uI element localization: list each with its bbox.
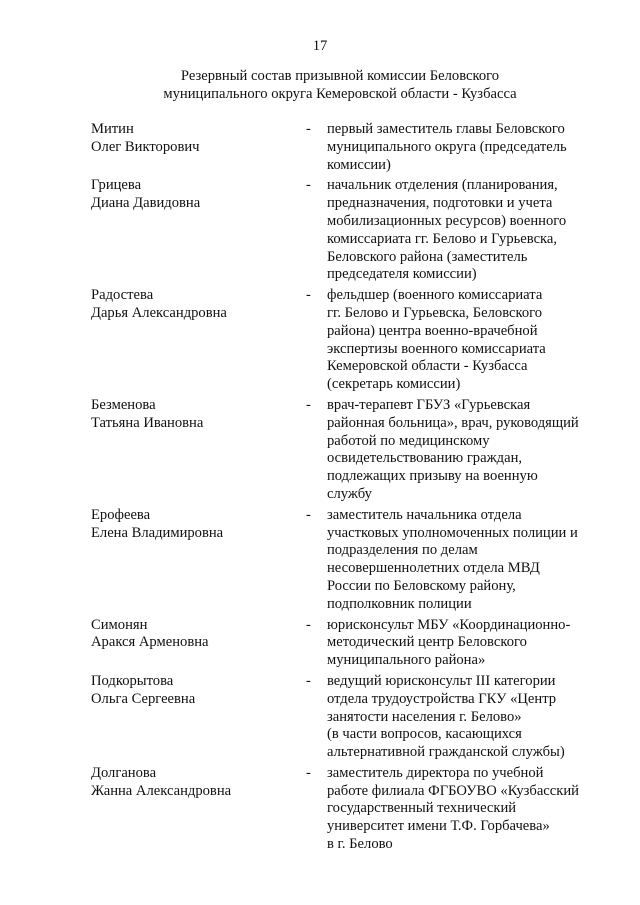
member-role <box>327 617 602 670</box>
member-name <box>91 765 306 854</box>
member-role-line: работе филиала ФГБОУВО «Кузбасский <box>327 782 579 799</box>
member-role-line: подполковник полиции <box>327 595 472 612</box>
member-role-line: государственный технический <box>327 800 517 817</box>
member-surname: Митин <box>91 121 134 137</box>
member-role-line: освидетельствованию граждан, <box>327 450 523 467</box>
member-role-line: председателя комиссии) <box>327 266 477 283</box>
member-role-line: участковых уполномоченных полиции и <box>327 524 578 541</box>
member-role-line: комиссии) <box>327 156 391 173</box>
member-role-line: первый заместитель главы Беловского <box>327 121 565 137</box>
member-given-names: Олег Викторович <box>91 138 200 155</box>
member-role-line: службу <box>327 485 372 502</box>
member-entry <box>91 287 601 394</box>
member-given-names: Татьяна Ивановна <box>91 414 204 431</box>
member-role <box>327 673 602 762</box>
member-role-line: подлежащих призыву на военную <box>327 468 538 485</box>
member-role-line: университет имени Т.Ф. Горбачева» <box>327 818 550 835</box>
member-role-line: заместитель директора по учебной <box>327 764 544 781</box>
member-role <box>327 765 602 854</box>
member-role-line: Кемеровской области - Кузбасса <box>327 358 528 375</box>
separator-dash: - <box>306 506 311 523</box>
member-entry <box>91 507 601 614</box>
member-surname: Подкорытова <box>91 672 174 689</box>
member-role-line: врач-терапевт ГБУЗ «Гурьевская <box>327 396 531 413</box>
page-number: 17 <box>312 38 328 54</box>
separator-dash: - <box>306 616 311 633</box>
member-name <box>91 177 306 284</box>
member-role-line: Беловского района (заместитель <box>327 248 528 265</box>
member-role <box>327 121 602 174</box>
member-role-line: занятости населения г. Белово» <box>327 708 522 725</box>
separator-dash: - <box>306 672 311 689</box>
separator-dash: - <box>306 764 311 781</box>
document-title <box>0 67 640 103</box>
separator-dash: - <box>306 396 311 413</box>
member-given-names: Ольга Сергеевна <box>91 690 196 707</box>
member-role <box>327 287 602 394</box>
member-given-names: Дарья Александровна <box>91 304 227 321</box>
member-role-line: подразделения по делам <box>327 542 478 559</box>
member-role-line: мобилизационных ресурсов) военного <box>327 212 567 229</box>
member-role-line: ведущий юрисконсульт III категории <box>327 672 556 689</box>
member-name <box>91 397 306 504</box>
member-given-names: Диана Давидовна <box>91 195 201 212</box>
separator-dash: - <box>306 287 311 304</box>
member-surname: Долганова <box>91 764 157 781</box>
member-role <box>327 177 602 284</box>
member-name <box>91 287 306 394</box>
member-role-line: районная больница», врач, руководящий <box>327 414 579 431</box>
member-surname: Грицева <box>91 177 142 194</box>
member-given-names: Жанна Александровна <box>91 782 232 799</box>
member-role-line: экспертизы военного комиссариата <box>327 340 546 357</box>
member-given-names: Аракся Арменовна <box>91 634 209 651</box>
member-entry <box>91 397 601 504</box>
member-role-line: (секретарь комиссии) <box>327 376 461 393</box>
member-role-line: (в части вопросов, касающихся <box>327 726 522 743</box>
member-role-line: работой по медицинскому <box>327 432 490 449</box>
member-role-line: района) центра военно-врачебной <box>327 322 538 339</box>
member-name <box>91 617 306 670</box>
title-line: Резервный состав призывной комиссии Беловского <box>180 68 500 84</box>
member-surname: Безменова <box>91 396 156 413</box>
member-role-line: гг. Белово и Гурьевска, Беловского <box>327 304 543 321</box>
member-role-line: заместитель начальника отдела <box>327 506 522 523</box>
member-role <box>327 507 602 614</box>
member-role <box>327 397 602 504</box>
member-surname: Симонян <box>91 616 148 633</box>
member-role-line: предназначения, подготовки и учета <box>327 195 553 212</box>
member-role-line: юрисконсульт МБУ «Координационно- <box>327 616 571 633</box>
member-role-line: методический центр Беловского <box>327 634 527 651</box>
member-role-line: в г. Белово <box>327 836 393 853</box>
member-role-line: начальник отделения (планирования, <box>327 177 558 194</box>
member-entry <box>91 673 601 762</box>
commission-member-list <box>91 121 601 857</box>
member-name <box>91 673 306 762</box>
member-role-line: России по Беловскому району, <box>327 577 516 594</box>
member-entry <box>91 177 601 284</box>
member-given-names: Елена Владимировна <box>91 524 224 541</box>
member-role-line: комиссариата гг. Белово и Гурьевска, <box>327 230 558 247</box>
member-role-line: муниципального округа (председатель <box>327 138 567 155</box>
member-role-line: альтернативной гражданской службы) <box>327 744 565 761</box>
member-role-line: муниципального района» <box>327 652 486 669</box>
separator-dash: - <box>306 177 311 194</box>
member-role-line: несовершеннолетних отдела МВД <box>327 560 540 577</box>
member-name <box>91 507 306 614</box>
separator-dash: - <box>306 121 311 137</box>
title-line: муниципального округа Кемеровской области - Кузбасса <box>163 86 517 102</box>
member-role-line: отдела трудоустройства ГКУ «Центр <box>327 690 557 707</box>
member-role-line: фельдшер (военного комиссариата <box>327 287 543 304</box>
member-entry <box>91 617 601 670</box>
member-entry <box>91 765 601 854</box>
member-name <box>91 121 306 174</box>
member-surname: Радостева <box>91 287 154 304</box>
member-surname: Ерофеева <box>91 506 151 523</box>
member-entry <box>91 121 601 174</box>
